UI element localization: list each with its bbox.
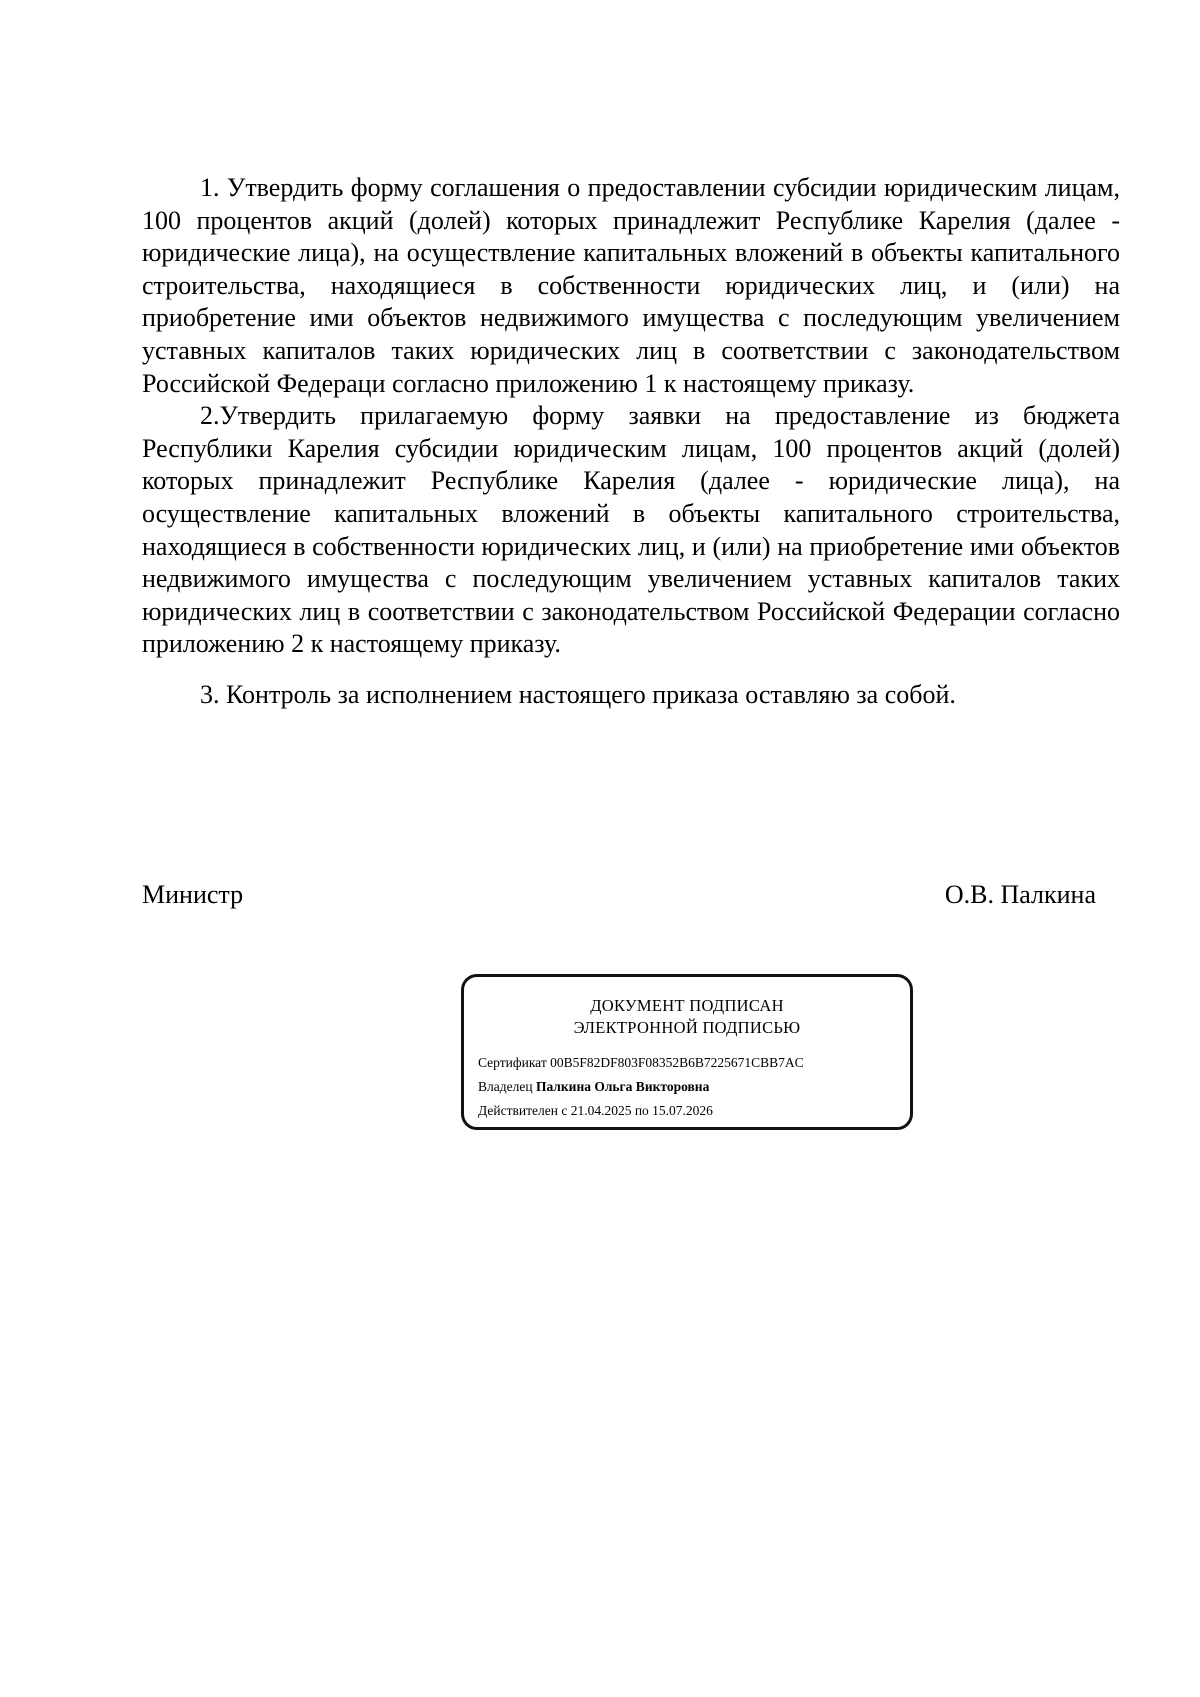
valid-label: Действителен	[478, 1103, 558, 1118]
valid-to-date: 15.07.2026	[652, 1103, 713, 1118]
signature-block	[142, 878, 1096, 912]
valid-to-prefix: по	[634, 1103, 649, 1118]
valid-from-prefix: с	[561, 1103, 568, 1118]
stamp-owner-line	[478, 1075, 908, 1099]
order-body	[142, 172, 1120, 712]
order-item-2: 2.Утвердить прилагаемую форму заявки на предоставление из бюджета Республики Карелия субсидии юридическим лицам, 100 процентов акций (долей) которых принадлежит Республике Карелия (далее - юридические лица), на осуществление капитальных вложений в объекты капитального строительства, находящиеся в собственности юридических лиц, и (или) на приобретение ими объектов недвижимого имущества с последующим увеличением уставных капиталов таких юридических лиц в соответствии с законодательством Российской Федерации согласно приложению 2 к настоящему приказу.	[142, 401, 1120, 659]
stamp-validity-line	[478, 1099, 908, 1123]
certificate-label: Сертификат	[478, 1055, 547, 1070]
owner-label: Владелец	[478, 1079, 533, 1094]
signer-name: О.В. Палкина	[944, 880, 1096, 909]
signer-position: Министр	[142, 880, 244, 909]
order-item-1: 1. Утвердить форму соглашения о предоставлении субсидии юридическим лицам, 100 процентов акций (долей) которых принадлежит Республике Карелия (далее - юридические лица), на осуществление капитальных вложений в объекты капитального строительства, находящиеся в собственности юридических лиц, и (или) на приобретение ими объектов недвижимого имущества с последующим увеличением уставных капиталов таких юридических лиц в соответствии с законодательством Российской Федераци согласно приложению 1 к настоящему приказу.	[142, 173, 1120, 398]
stamp-title-line-2: ЭЛЕКТРОННОЙ ПОДПИСЬЮ	[573, 1018, 801, 1037]
stamp-details	[478, 1051, 908, 1123]
stamp-title	[464, 995, 910, 1039]
order-item-3: 3. Контроль за исполнением настоящего приказа оставляю за собой.	[200, 679, 956, 709]
valid-from-date: 21.04.2025	[570, 1103, 632, 1118]
stamp-title-line-1: ДОКУМЕНТ ПОДПИСАН	[590, 996, 784, 1015]
certificate-number: 00B5F82DF803F08352B6B7225671CBB7AC	[550, 1055, 804, 1070]
stamp-certificate-line	[478, 1051, 908, 1075]
owner-name: Палкина Ольга Викторовна	[535, 1079, 710, 1094]
electronic-signature-stamp	[461, 974, 913, 1130]
